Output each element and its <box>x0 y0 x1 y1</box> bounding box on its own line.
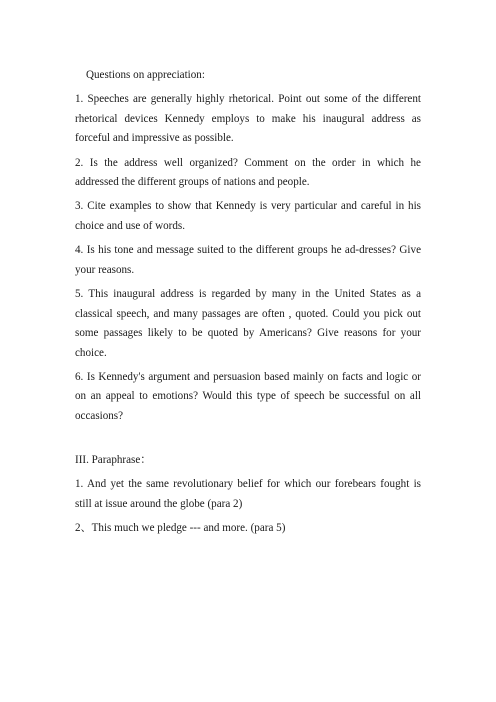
appreciation-question-1: 1. Speeches are generally highly rhetorical. Point out some of the different rhetorical devices Kennedy employs to make his inaugural address as forceful and impressive as possible. <box>75 93 421 145</box>
appreciation-question-4: 4. Is his tone and message suited to the different groups he ad-dresses? Give your reasons. <box>75 244 421 276</box>
paraphrase-item-1: 1. And yet the same revolutionary belief for which our forebears fought is still at issue around the globe (para 2) <box>75 478 421 511</box>
section-spacer <box>75 431 421 451</box>
appreciation-heading: Questions on appreciation: <box>86 69 205 81</box>
paraphrase-item-2: 2、This much we pledge --- and more. (para 5) <box>75 522 286 535</box>
appreciation-question-6: 6. Is Kennedy's argument and persuasion based mainly on facts and logic or on an appeal to emotions? Would this type of speech be successful on all occasions? <box>75 370 421 423</box>
appreciation-question-5: 5. This inaugural address is regarded by many in the United States as a classical speech, and many passages are often , quoted. Could you pick out some passages likely to be quoted by Americans? Give reasons for your choice. <box>75 287 421 359</box>
paraphrase-heading: III. Paraphrase： <box>75 454 152 467</box>
document-body <box>75 66 421 543</box>
appreciation-question-3: 3. Cite examples to show that Kennedy is very particular and careful in his choice and use of words. <box>75 200 421 232</box>
appreciation-question-2: 2. Is the address well organized? Comment on the order in which he addressed the different groups of nations and people. <box>75 156 421 189</box>
